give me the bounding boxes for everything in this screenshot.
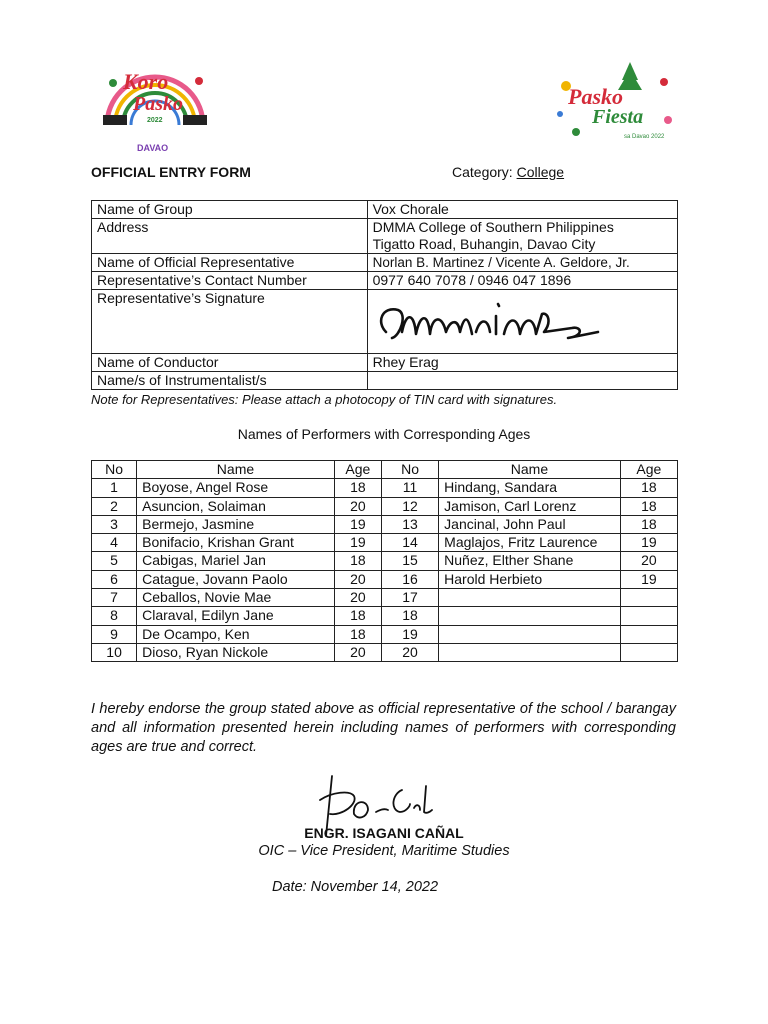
performer-name: Bermejo, Jasmine <box>137 515 335 533</box>
contact-value: 0977 640 7078 / 0946 047 1896 <box>367 272 677 290</box>
performer-name <box>439 643 621 661</box>
conductor-value: Rhey Erag <box>367 354 677 372</box>
table-row <box>92 479 678 497</box>
table-header-row <box>92 461 678 479</box>
performer-age: 20 <box>334 643 381 661</box>
group-label: Name of Group <box>92 201 368 219</box>
table-row <box>92 643 678 661</box>
address-label: Address <box>92 219 368 254</box>
table-row <box>92 219 678 254</box>
performer-no: 19 <box>381 625 438 643</box>
instrumentalist-label: Name/s of Instrumentalist/s <box>92 372 368 390</box>
pasko-logo-text: Pasko <box>133 93 183 115</box>
col-no-1: No <box>92 461 137 479</box>
davao-logo-text: DAVAO <box>137 143 169 153</box>
pasko-fiesta-logo <box>552 58 677 148</box>
performer-name: Maglajos, Fritz Laurence <box>439 534 621 552</box>
address-line2: Tigatto Road, Buhangin, Davao City <box>372 236 596 252</box>
performer-age <box>620 625 677 643</box>
group-value: Vox Chorale <box>367 201 677 219</box>
endorsement-statement: I hereby endorse the group stated above as official representative of the school / barangay and all information presented herein including names of performers with corresponding ages are true and correct. <box>91 701 676 755</box>
performer-no: 4 <box>92 534 137 552</box>
col-name-1: Name <box>137 461 335 479</box>
performer-age: 18 <box>620 497 677 515</box>
performer-name: Nuñez, Elther Shane <box>439 552 621 570</box>
performer-name: Bonifacio, Krishan Grant <box>137 534 335 552</box>
representative-signature <box>367 290 677 354</box>
contact-label: Representative’s Contact Number <box>92 272 368 290</box>
entry-info-table <box>91 200 678 390</box>
table-row <box>92 201 678 219</box>
table-row <box>92 570 678 588</box>
performer-name: Jamison, Carl Lorenz <box>439 497 621 515</box>
performer-no: 10 <box>92 643 137 661</box>
conductor-label: Name of Conductor <box>92 354 368 372</box>
performers-title: Names of Performers with Corresponding Ages <box>237 426 531 442</box>
representative-note: Note for Representatives: Please attach a photocopy of TIN card with signatures. <box>91 392 558 407</box>
performer-name: Claraval, Edilyn Jane <box>137 607 335 625</box>
performer-name: Hindang, Sandara <box>439 479 621 497</box>
performer-age: 19 <box>334 534 381 552</box>
performer-no: 5 <box>92 552 137 570</box>
performer-name: Boyose, Angel Rose <box>137 479 335 497</box>
table-row <box>92 552 678 570</box>
performer-name <box>439 625 621 643</box>
performer-name: Jancinal, John Paul <box>439 515 621 533</box>
performer-no: 17 <box>381 589 438 607</box>
performer-no: 18 <box>381 607 438 625</box>
performer-no: 14 <box>381 534 438 552</box>
performer-no: 13 <box>381 515 438 533</box>
performer-age: 18 <box>334 607 381 625</box>
category-label: Category: <box>452 164 513 180</box>
address-value <box>367 219 677 254</box>
representative-label: Name of Official Representative <box>92 254 368 272</box>
performer-age: 20 <box>334 497 381 515</box>
performers-table <box>91 460 678 662</box>
performer-age: 18 <box>334 625 381 643</box>
performer-no: 1 <box>92 479 137 497</box>
performer-name: Harold Herbieto <box>439 570 621 588</box>
performer-age: 20 <box>334 570 381 588</box>
form-title: OFFICIAL ENTRY FORM <box>91 164 251 180</box>
table-row <box>92 534 678 552</box>
col-name-2: Name <box>439 461 621 479</box>
signer-title: OIC – Vice President, Maritime Studies <box>258 843 510 859</box>
performer-age: 19 <box>620 570 677 588</box>
performer-age: 18 <box>334 479 381 497</box>
performer-age: 19 <box>620 534 677 552</box>
category-value: College <box>516 164 565 180</box>
performer-name: Catague, Jovann Paolo <box>137 570 335 588</box>
performer-no: 11 <box>381 479 438 497</box>
pasko-fiesta-line2: Fiesta <box>592 106 644 128</box>
table-row <box>92 254 678 272</box>
table-row <box>92 625 678 643</box>
performer-name <box>439 589 621 607</box>
performer-age: 18 <box>334 552 381 570</box>
signer-name: ENGR. ISAGANI CAÑAL <box>304 825 464 841</box>
category-field <box>452 164 564 180</box>
instrumentalist-value <box>367 372 677 390</box>
performer-age <box>620 589 677 607</box>
signature-label: Representative’s Signature <box>92 290 368 354</box>
performer-no: 9 <box>92 625 137 643</box>
pasko-fiesta-line1: Pasko <box>568 84 623 109</box>
performer-no: 7 <box>92 589 137 607</box>
performer-name: Ceballos, Novie Mae <box>137 589 335 607</box>
performer-name <box>439 607 621 625</box>
representative-value: Norlan B. Martinez / Vicente A. Geldore, Jr. <box>367 254 677 272</box>
performer-name: De Ocampo, Ken <box>137 625 335 643</box>
performer-age: 20 <box>334 589 381 607</box>
performer-no: 16 <box>381 570 438 588</box>
table-row <box>92 497 678 515</box>
performer-no: 15 <box>381 552 438 570</box>
performer-age <box>620 643 677 661</box>
table-row <box>92 607 678 625</box>
table-row <box>92 272 678 290</box>
koro-pasko-logo <box>95 55 215 155</box>
performer-no: 12 <box>381 497 438 515</box>
performer-age: 19 <box>334 515 381 533</box>
performer-age: 18 <box>620 515 677 533</box>
address-line1: DMMA College of Southern Philippines <box>372 219 614 235</box>
performer-no: 20 <box>381 643 438 661</box>
signature-scribble-icon <box>372 292 612 352</box>
performer-age: 20 <box>620 552 677 570</box>
table-row <box>92 372 678 390</box>
performer-no: 2 <box>92 497 137 515</box>
performer-name: Cabigas, Mariel Jan <box>137 552 335 570</box>
performer-no: 3 <box>92 515 137 533</box>
table-row <box>92 589 678 607</box>
koro-logo-text: Koro <box>123 69 169 94</box>
col-age-2: Age <box>620 461 677 479</box>
performer-age <box>620 607 677 625</box>
pasko-fiesta-line3: sa Davao 2022 <box>624 134 665 140</box>
signed-date: Date: November 14, 2022 <box>272 879 439 895</box>
col-no-2: No <box>381 461 438 479</box>
logo-year-text: 2022 <box>147 117 163 124</box>
performer-name: Asuncion, Solaiman <box>137 497 335 515</box>
table-row <box>92 354 678 372</box>
performer-name: Dioso, Ryan Nickole <box>137 643 335 661</box>
col-age-1: Age <box>334 461 381 479</box>
table-row <box>92 290 678 354</box>
table-row <box>92 515 678 533</box>
performer-age: 18 <box>620 479 677 497</box>
performer-no: 8 <box>92 607 137 625</box>
performer-no: 6 <box>92 570 137 588</box>
